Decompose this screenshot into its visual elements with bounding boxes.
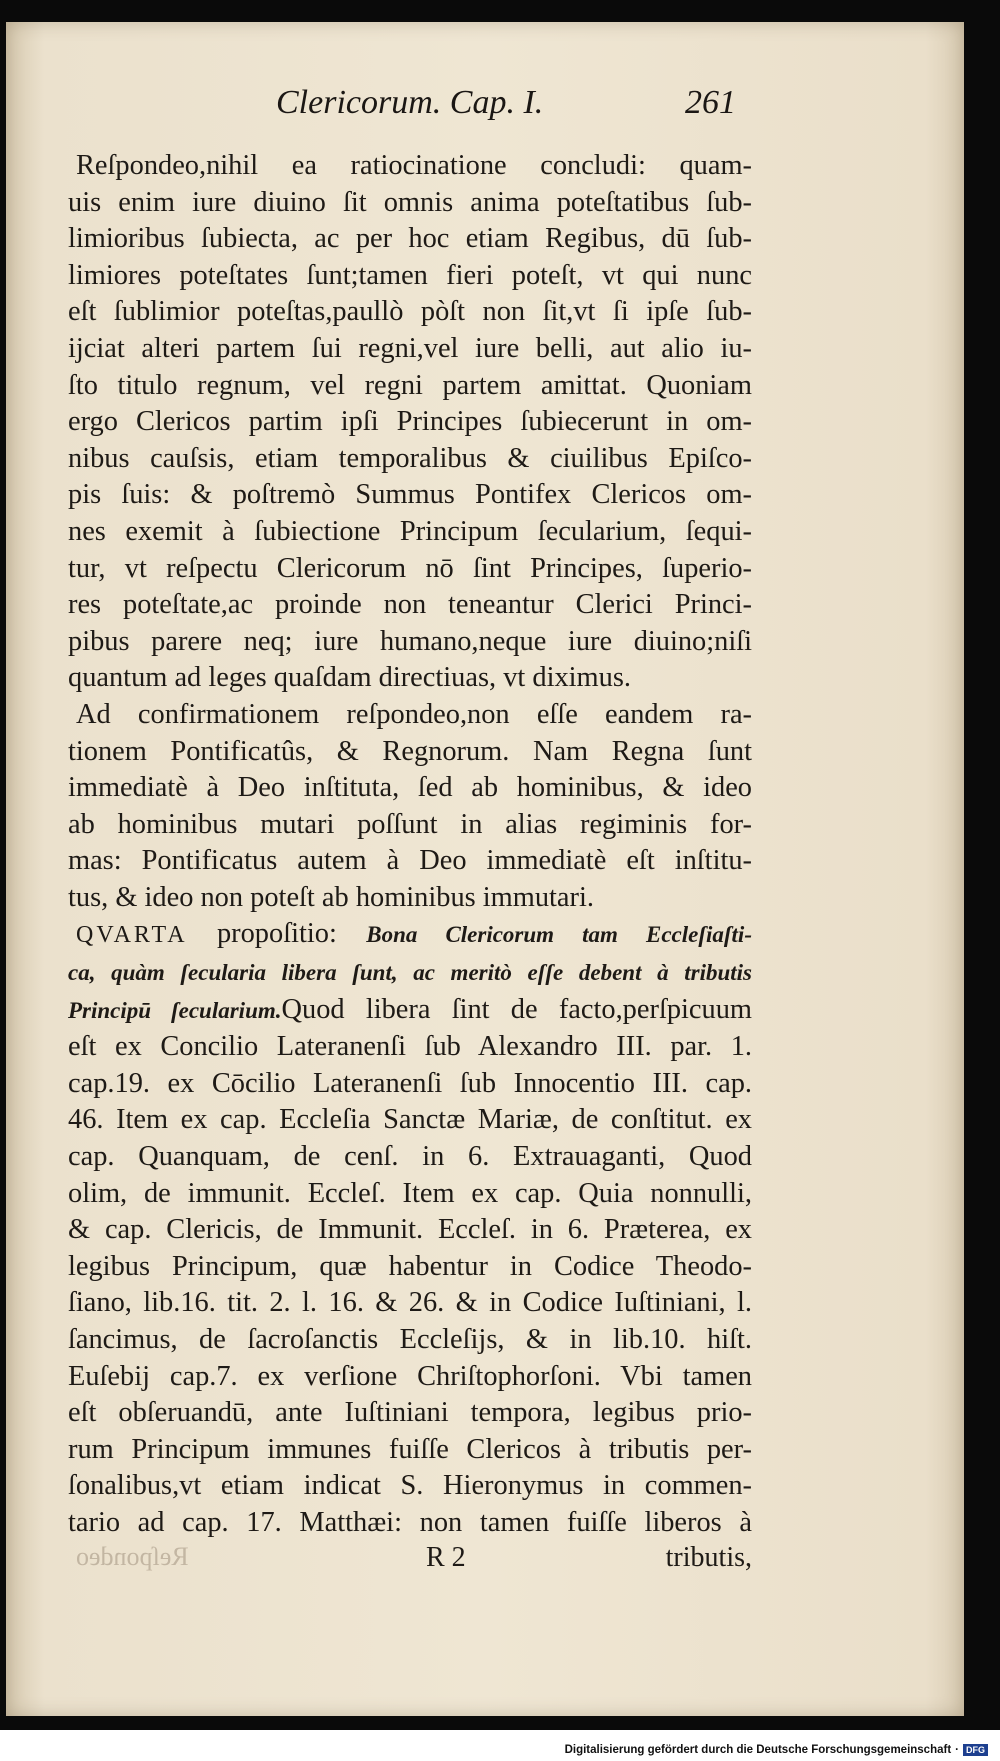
catchword: tributis, [665,1542,752,1573]
text-line: eſt obſeruandū, ante Iuſtiniani tempora, legibus prio- [68,1397,752,1429]
text-line: legibus Principum, quæ habentur in Codice Theodo- [68,1250,752,1282]
text-line: Ad confirmationem reſpondeo,non eſſe eandem ra- [76,698,752,730]
credit-text: Digitalisierung gefördert durch die Deutsche Forschungsgemeinschaft [564,1744,952,1756]
quarta-line-3 [68,992,752,1030]
dfg-logo-icon: DFG [963,1744,988,1756]
quarta-line-2 [68,954,752,992]
text-line: ijciat alteri partem ſui regni,vel iure belli, aut alio iu- [68,332,752,364]
text-line: ab hominibus mutari poſſunt in alias regiminis for- [68,808,752,840]
quarta-roman-3: Quod libera ſint de facto,perſpicuum [281,993,752,1025]
text-line: immediatè à Deo inſtituta, ſed ab hominibus, & ideo [68,772,752,804]
bleed-through-text: Reſpondeo [76,1542,189,1571]
book-page [6,22,964,1716]
quarta-italic-2: ca, quàm ſecularia libera ſunt, ac meritò eſſe debent à tributis [68,960,752,986]
text-line: tionem Pontificatûs, & Regnorum. Nam Regna ſunt [68,735,752,767]
text-line: tario ad cap. 17. Matthæi: non tamen fuiſſe liberos à [68,1506,752,1538]
quarta-lead: QVARTA [76,922,188,949]
text-line: ſiano, lib.16. tit. 2. l. 16. & 26. & in Codice Iuſtiniani, l. [68,1287,752,1319]
digitization-credit [565,1742,988,1758]
text-line: mas: Pontificatus autem à Deo immediatè eſt inſtitu- [68,845,752,877]
text-line: pis ſuis: & poſtremò Summus Pontifex Clericos om- [68,479,752,511]
text-line: res poteſtate,ac proinde non teneantur Clerici Princi- [68,589,752,621]
quarta-italic-1: Bona Clericorum tam Eccleſiaſti- [366,922,752,948]
quarta-line-1 [68,916,752,954]
text-line: ſto titulo regnum, vel regni partem amittat. Quoniam [68,369,752,401]
text-line: 46. Item ex cap. Eccleſia Sanctæ Mariæ, de conſtitut. ex [68,1104,752,1136]
page-footer [68,1542,752,1582]
folio-number: 261 [685,84,736,121]
text-line: & cap. Clericis, de Immunit. Eccleſ. in 6. Præterea, ex [68,1214,752,1246]
text-line: ſonalibus,vt etiam indicat S. Hieronymus in commen- [68,1470,752,1502]
text-line: tur, vt reſpectu Clericorum nō ſint Principes, ſuperio- [68,552,752,584]
text-line: olim, de immunit. Eccleſ. Item ex cap. Quia nonnulli, [68,1177,752,1209]
text-line: ergo Clericos partim ipſi Principes ſubiecerunt in om- [68,406,752,438]
text-line: nibus cauſsis, etiam temporalibus & ciuilibus Epiſco- [68,442,752,474]
running-title: Clericorum. Cap. I. [276,84,544,121]
text-line: rum Principum immunes fuiſſe Clericos à tributis per- [68,1433,752,1465]
text-line: Reſpondeo,nihil ea ratiocinatione concludi: quam- [76,150,752,181]
signature-mark: R 2 [426,1542,466,1573]
text-line: tus, & ideo non poteſt ab hominibus immutari. [68,881,594,913]
text-line: ſancimus, de ſacroſanctis Eccleſijs, & in lib.10. hiſt. [68,1324,752,1355]
text-line: eſt ſublimior poteſtas,paullò pòſt non ſit,vt ſi ipſe ſub- [68,296,752,328]
credit-separator: · [955,1744,959,1756]
quarta-word: propoſitio: [187,918,367,950]
text-line: nes exemit à ſubiectione Principum ſecularium, ſequi- [68,515,752,547]
text-line: eſt ex Concilio Lateranenſi ſub Alexandro III. par. 1. [68,1031,752,1063]
text-line: cap.19. ex Cōcilio Lateranenſi ſub Innocentio III. cap. [68,1067,752,1099]
text-line: uis enim iure diuino ſit omnis anima poteſtatibus ſub- [68,186,752,218]
quarta-italic-3: Principū ſecularium. [68,997,282,1023]
page-header [276,84,736,144]
text-line: Euſebij cap.7. ex verſione Chriſtophorſoni. Vbi tamen [68,1360,752,1392]
text-line: pibus parere neq; iure humano,neque iure diuino;niſi [68,625,752,657]
text-line: limiores poteſtates ſunt;tamen fieri poteſt, vt qui nunc [68,259,752,291]
text-line: limioribus ſubiecta, ac per hoc etiam Regibus, dū ſub- [68,223,752,255]
text-line: cap. Quanquam, de cenſ. in 6. Extrauaganti, Quod [68,1141,752,1173]
body-text [68,148,752,1542]
text-line: quantum ad leges quaſdam directiuas, vt diximus. [68,662,631,694]
